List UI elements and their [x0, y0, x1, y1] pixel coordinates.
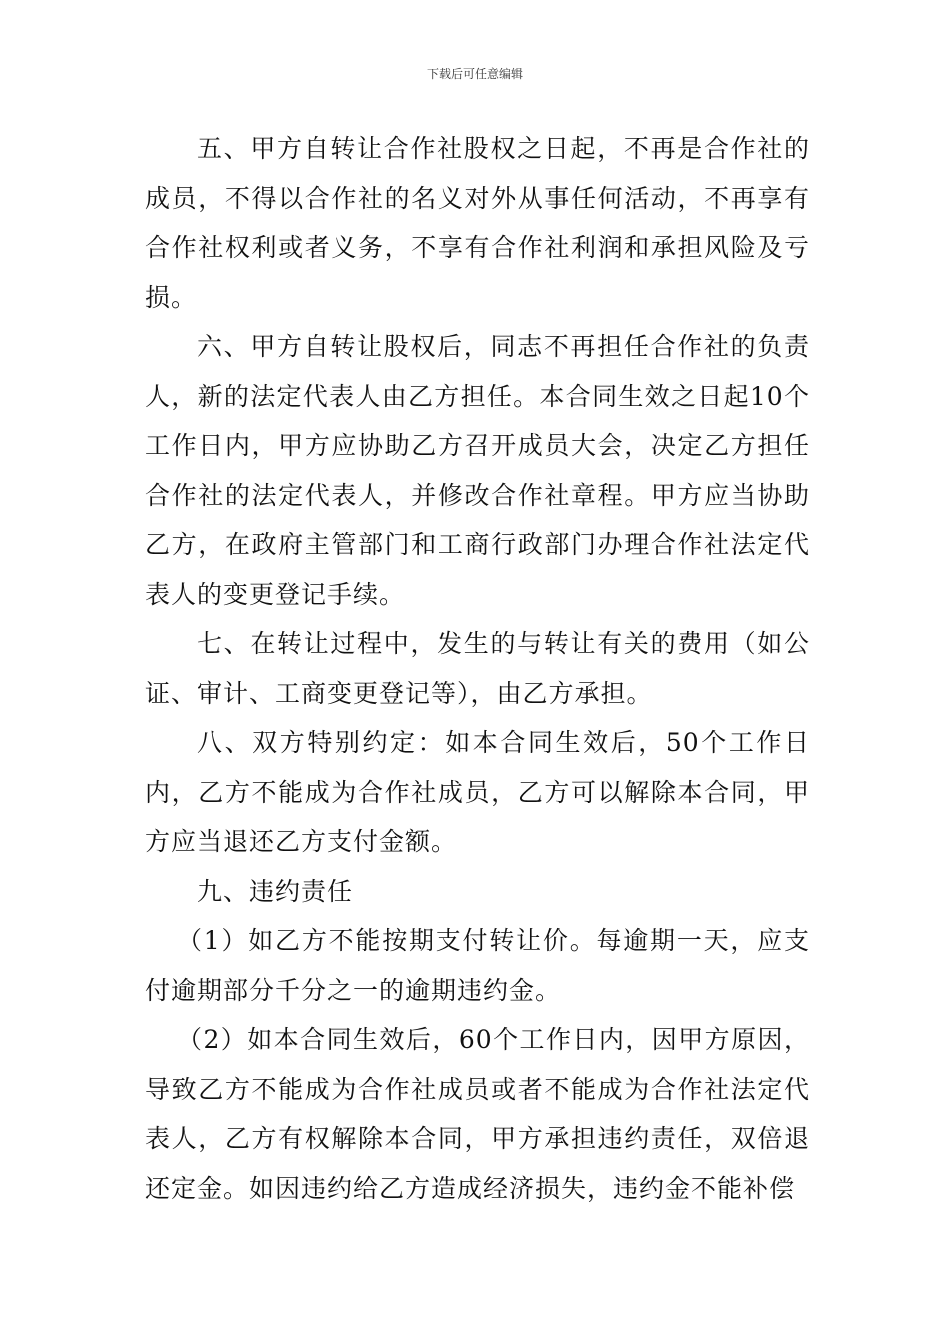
- clause-9-heading: 九、违约责任: [197, 876, 354, 906]
- document-body: [145, 124, 810, 1213]
- clause-8: 八、双方特别约定：如本合同生效后，50个工作日内，乙方不能成为合作社成员，乙方可以解除本合同，甲方应当退还乙方支付金额。: [145, 728, 810, 856]
- page-header: 下载后可任意编辑: [426, 67, 523, 81]
- clause-7: 七、在转让过程中，发生的与转让有关的费用（如公证、审计、工商变更登记等），由乙方承担。: [145, 629, 810, 708]
- clause-9-item-1: （1）如乙方不能按期支付转让价。每逾期一天，应支付逾期部分千分之一的逾期违约金。: [145, 926, 810, 1005]
- clause-6: 六、甲方自转让股权后，同志不再担任合作社的负责人，新的法定代表人由乙方担任。本合同生效之日起10个工作日内，甲方应协助乙方召开成员大会，决定乙方担任合作社的法定代表人，并修改合作社章程。甲方应当协助乙方，在政府主管部门和工商行政部门办理合作社法定代表人的变更登记手续。: [145, 332, 810, 609]
- clause-9-item-2: （2）如本合同生效后，60个工作日内，因甲方原因，导致乙方不能成为合作社成员或者不能成为合作社法定代表人，乙方有权解除本合同，甲方承担违约责任，双倍退还定金。如因违约给乙方造成经济损失，违约金不能补偿: [145, 1025, 810, 1203]
- clause-5: 五、甲方自转让合作社股权之日起，不再是合作社的成员，不得以合作社的名义对外从事任何活动，不再享有合作社权利或者义务，不享有合作社利润和承担风险及亏损。: [145, 134, 810, 312]
